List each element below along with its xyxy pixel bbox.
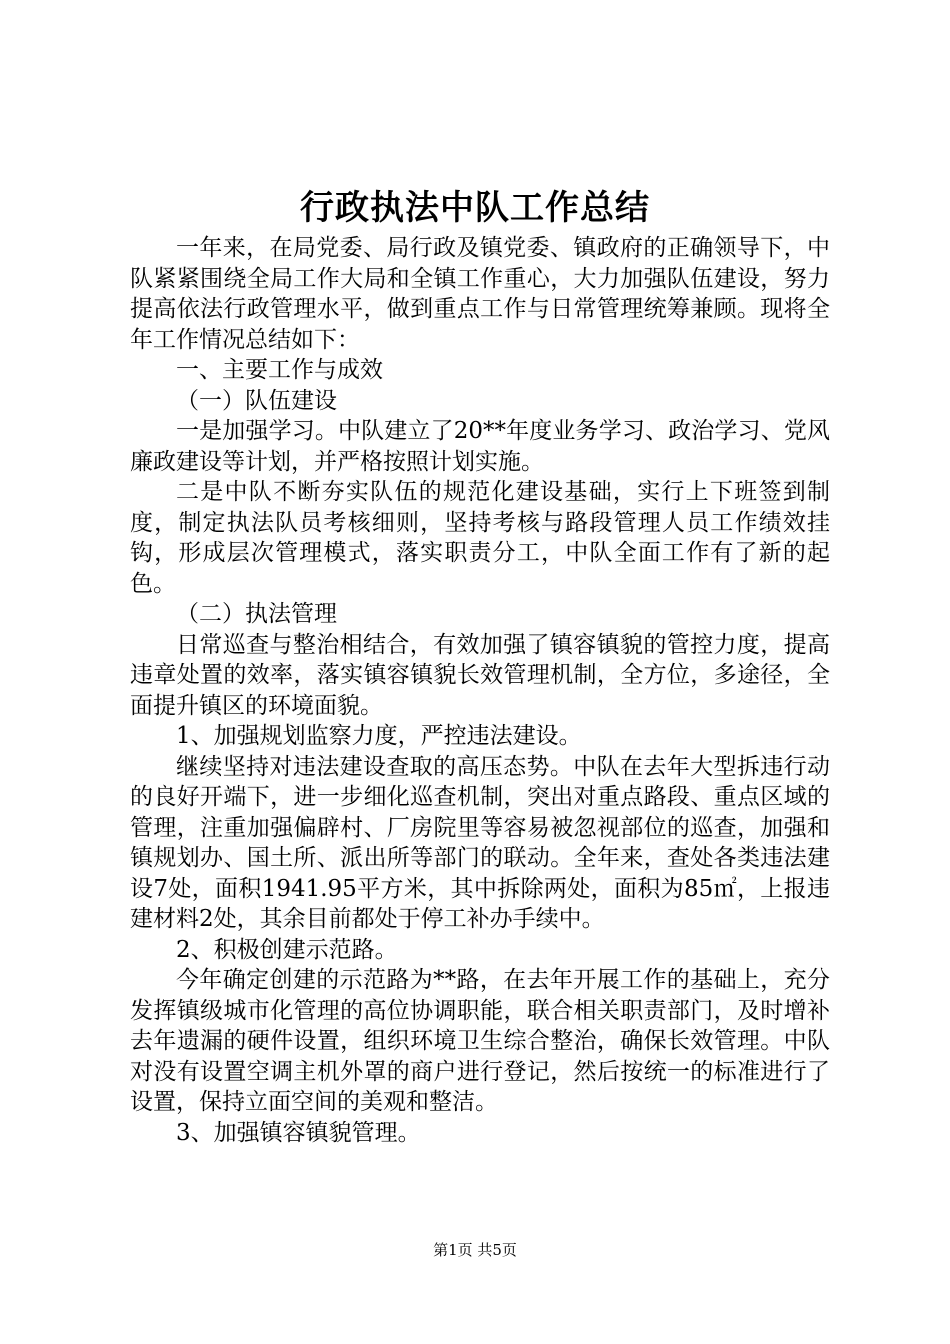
subsection-heading-law-enforcement: （二）执法管理 <box>176 601 337 627</box>
paragraph-demonstration-road: 今年确定创建的示范路为**路，在去年开展工作的基础上，充分发挥镇级城市化管理的高位协调职能，联合相关职责部门，及时增补去年遗漏的硬件设置，组织环境卫生综合整治，确保长效管理。中队对没有设置空调主机外罩的商户进行登记，然后按统一的标准进行了设置，保持立面空间的美观和整洁。 <box>130 967 830 1115</box>
item-heading-town-appearance: 3、加强镇容镇貌管理。 <box>176 1119 421 1146</box>
paragraph-standardization: 二是中队不断夯实队伍的规范化建设基础，实行上下班签到制度，制定执法队员考核细则，坚持考核与路段管理人员工作绩效挂钩，形成层次管理模式，落实职责分工，中队全面工作有了新的起色。 <box>130 479 830 597</box>
page-footer: 第1页 共5页 <box>433 1241 517 1259</box>
subsection-heading-team-building: （一）队伍建设 <box>176 387 337 414</box>
document-body <box>130 233 830 1148</box>
item-heading-demonstration-road: 2、积极创建示范路。 <box>176 936 398 963</box>
paragraph-study: 一是加强学习。中队建立了20**年度业务学习、政治学习、党风廉政建设等计划，并严格按照计划实施。 <box>130 418 830 475</box>
item-heading-planning-supervision: 1、加强规划监察力度，严控违法建设。 <box>176 723 582 749</box>
section-heading-main-work: 一、主要工作与成效 <box>176 357 383 383</box>
paragraph-daily-patrol: 日常巡查与整治相结合，有效加强了镇容镇貌的管控力度，提高违章处置的效率，落实镇容镇貌长效管理机制，全方位，多途径，全面提升镇区的环境面貌。 <box>130 631 830 719</box>
paragraph-illegal-construction: 继续坚持对违法建设查取的高压态势。中队在去年大型拆违行动的良好开端下，进一步细化巡查机制，突出对重点路段、重点区域的管理，注重加强偏辟村、厂房院里等容易被忽视部位的巡查，加强和镇规划办、国土所、派出所等部门的联动。全年来，查处各类违法建设7处，面积1941.95平方米，其中拆除两处，面积为85㎡，上报违建材料2处，其余目前都处于停工补办手续中。 <box>130 753 830 932</box>
document-title: 行政执法中队工作总结 <box>300 188 650 228</box>
paragraph-intro: 一年来，在局党委、局行政及镇党委、镇政府的正确领导下，中队紧紧围绕全局工作大局和全镇工作重心，大力加强队伍建设，努力提高依法行政管理水平，做到重点工作与日常管理统筹兼顾。现将全年工作情况总结如下： <box>130 235 830 353</box>
